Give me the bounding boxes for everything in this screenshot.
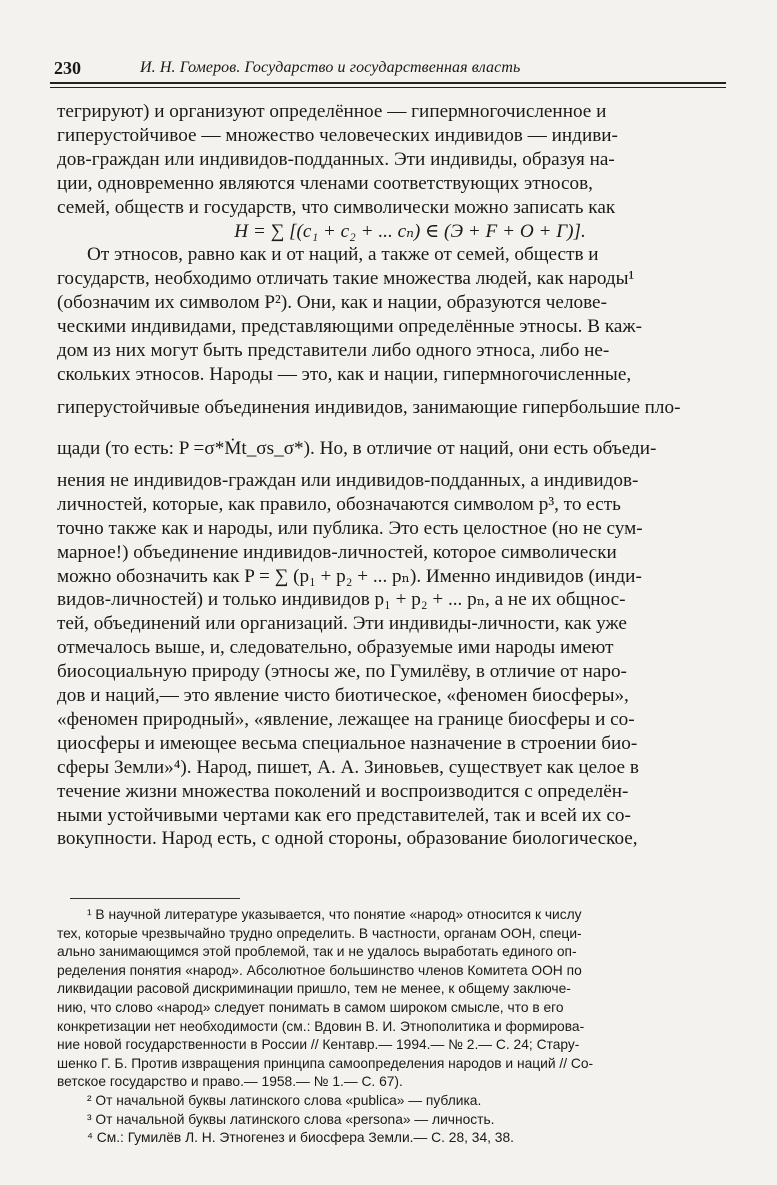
header-rule-thick	[50, 82, 726, 84]
running-title: И. Н. Гомеров. Государство и государственная власть	[140, 59, 521, 76]
text-line: (обозначим их символом P²). Они, как и нации, образуются челове-	[57, 292, 607, 314]
text-line: гиперустойчивые объединения индивидов, занимающие гипербольшие пло-	[57, 396, 681, 418]
paragraph-start-line: От этносов, равно как и от наций, а также от семей, обществ и	[87, 244, 599, 266]
text-line: гиперустойчивое — множество человеческих индивидов — индиви-	[57, 124, 618, 146]
page-header	[54, 58, 720, 84]
footnote-2: ² От начальной буквы латинского слова «publica» — публика.	[87, 1092, 482, 1108]
text-line: дов-граждан или индивидов-подданных. Эти индивиды, образуя на-	[57, 148, 615, 170]
text-line: видов-личностей) и только индивидов p₁ + p₂ + ... pₙ, а не их общнос-	[57, 589, 626, 611]
text-line: скольких этносов. Народы — это, как и нации, гипермногочисленные,	[57, 363, 632, 385]
footnote-4: ⁴ См.: Гумилёв Л. Н. Этногенез и биосфера Земли.— С. 28, 34, 38.	[87, 1130, 514, 1146]
text-line: точно также как и народы, или публика. Это есть целостное (но не сум-	[57, 517, 643, 539]
footnote-1-line: ально занимающимся этой проблемой, так и не удалось выработать единого оп-	[57, 944, 577, 960]
text-line: ными устойчивыми чертами как его представителей, так и всей их со-	[57, 804, 631, 826]
footnote-1-line: шенко Г. Б. Против извращения принципа самоопределения народов и наций // Со-	[57, 1055, 594, 1071]
footnote-1-line: ¹ В научной литературе указывается, что понятие «народ» относится к числу	[87, 907, 582, 922]
text-line: ческими индивидами, представляющими определённые этносы. В каж-	[57, 316, 643, 338]
header-rule-thin	[50, 87, 726, 88]
text-line: дом из них могут быть представители либо одного этноса, либо не-	[57, 340, 610, 362]
footnote-1-line: ределения понятия «народ». Абсолютное большинство членов Комитета ООН по	[57, 962, 582, 978]
text-line: марное!) объединение индивидов-личностей, которое символически	[57, 541, 617, 563]
footnotes	[57, 906, 723, 1148]
text-line: нения не индивидов-граждан или индивидов-подданных, а индивидов-	[57, 469, 639, 491]
text-line: можно обозначить как P = ∑ (p₁ + p₂ + ... pₙ). Именно индивидов (инди-	[57, 565, 642, 587]
footnote-1-line: ние новой государственности в России // Кентавр.— 1994.— № 2.— С. 24; Стару-	[57, 1037, 580, 1053]
footnote-3: ³ От начальной буквы латинского слова «persona» — личность.	[87, 1111, 495, 1127]
text-line: ции, одновременно являются членами соответствующих этносов,	[57, 172, 593, 194]
text-line: биосоциальную природу (этносы же, по Гумилёву, в отличие от наро-	[57, 661, 627, 683]
text-line: сферы Земли»⁴). Народ, пишет, А. А. Зиновьев, существует как целое в	[57, 756, 639, 778]
footnote-1-line: конкретизации нет необходимости (см.: Вдовин В. И. Этнополитика и формирова-	[57, 1018, 585, 1034]
text-line: циосферы и имеющее весьма специальное назначение в строении био-	[57, 732, 638, 754]
text-line: «феномен природный», «явление, лежащее на границе биосферы и со-	[57, 708, 635, 730]
text-line: вокупности. Народ есть, с одной стороны, образование биологическое,	[57, 828, 638, 850]
footnote-1-line: ветское государство и право.— 1958.— № 1.— С. 67).	[57, 1074, 403, 1090]
text-line: государств, необходимо отличать такие множества людей, как народы¹	[57, 268, 635, 290]
footnote-1-line: тех, которые чрезвычайно трудно определить. В частности, органам ООН, специ-	[57, 925, 582, 941]
text-line: личностей, которые, как правило, обозначаются символом p³, то есть	[57, 493, 621, 515]
text-line: тегрируют) и организуют определённое — гипермногочисленное и	[57, 101, 607, 122]
formula: H = ∑ [(c₁ + c₂ + ... cₙ) ∈ (Э + F + O + Г)].	[234, 220, 586, 242]
text-line: тей, объединений или организаций. Эти индивиды-личности, как уже	[57, 613, 627, 635]
formula-inline-line: щади (то есть: P =σ*Ṁt_σs_σ*). Но, в отличие от наций, они есть объеди-	[57, 437, 657, 459]
text-line: течение жизни множества поколений и воспроизводится с определён-	[57, 780, 629, 802]
text-line: дов и наций,— это явление чисто биотическое, «феномен биосферы»,	[57, 685, 629, 707]
text-line: семей, обществ и государств, что символически можно записать как	[57, 196, 616, 218]
text-line: отмечалось выше, и, следовательно, образуемые ими народы имеют	[57, 637, 614, 659]
footnote-separator	[70, 898, 240, 899]
page-number: 230	[54, 58, 81, 78]
main-text	[57, 100, 723, 851]
footnote-1-line: нию, что слово «народ» следует понимать в самом широком смысле, что в его	[57, 999, 564, 1015]
footnote-1-line: ликвидации расовой дискриминации пришло, тем не менее, к общему заключе-	[57, 981, 571, 997]
